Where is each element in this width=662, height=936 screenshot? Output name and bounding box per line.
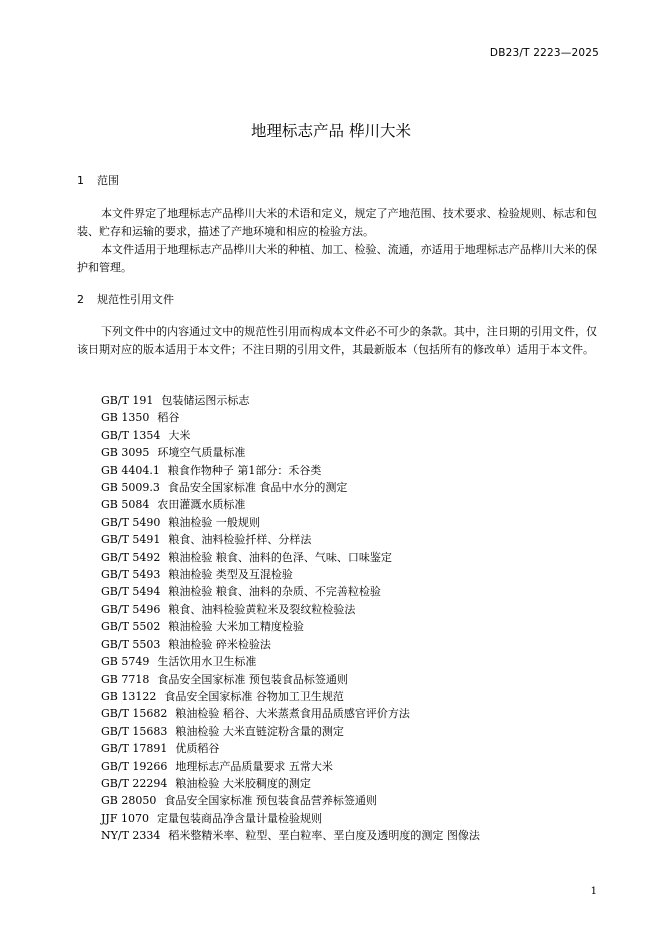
reference-title: 大米	[168, 428, 191, 442]
reference-title: 食品安全国家标准 预包装食品标签通则	[157, 672, 348, 686]
reference-code: GB 4404.1	[101, 463, 160, 477]
reference-item	[101, 671, 480, 688]
reference-title: 地理标志产品质量要求 五常大米	[175, 759, 333, 773]
reference-code: GB 1350	[101, 411, 150, 425]
reference-title: 食品安全国家标准 食品中水分的测定	[167, 481, 348, 495]
reference-item	[101, 409, 480, 426]
page-number: 1	[590, 886, 597, 897]
reference-item	[101, 496, 480, 513]
reference-code: GB 5084	[101, 498, 150, 512]
reference-code: NY/T 2334	[101, 829, 161, 843]
reference-code: GB/T 5493	[101, 568, 161, 582]
reference-item	[101, 688, 480, 705]
section-2-heading	[77, 291, 174, 307]
reference-item	[101, 566, 480, 583]
reference-item	[101, 792, 480, 809]
normative-references-list	[101, 392, 480, 845]
reference-code: GB/T 15682	[101, 707, 168, 721]
reference-title: 食品安全国家标准 预包装食品营养标签通则	[164, 794, 377, 808]
reference-code: GB/T 5494	[101, 585, 161, 599]
reference-title: 粮油检验 大米胶稠度的测定	[175, 776, 311, 790]
reference-code: GB/T 1354	[101, 428, 161, 442]
reference-title: 粮食、油料检验扦样、分样法	[168, 533, 312, 547]
reference-code: GB/T 5492	[101, 550, 161, 564]
section-2-number: 2	[77, 293, 84, 306]
reference-title: 农田灌溉水质标准	[157, 498, 246, 512]
reference-item	[101, 427, 480, 444]
reference-item	[101, 653, 480, 670]
reference-item	[101, 531, 480, 548]
reference-code: GB/T 5496	[101, 602, 161, 616]
reference-title: 定量包装商品净含量计量检验规则	[156, 811, 322, 825]
reference-title: 食品安全国家标准 谷物加工卫生规范	[164, 689, 344, 703]
reference-code: GB/T 5503	[101, 637, 161, 651]
document-code: DB23/T 2223—2025	[489, 47, 599, 59]
reference-code: GB 3095	[101, 446, 150, 460]
reference-item	[101, 444, 480, 461]
reference-code: GB/T 5490	[101, 515, 161, 529]
reference-item	[101, 514, 480, 531]
section-1-paragraph-2: 本文件适用于地理标志产品桦川大米的种植、加工、检验、流通，亦适用于地理标志产品桦川大米的保护和管理。	[77, 243, 597, 274]
document-title: 地理标志产品 桦川大米	[251, 122, 411, 140]
reference-title: 粮食、油料检验黄粒米及裂纹粒检验法	[168, 602, 356, 616]
reference-item	[101, 618, 480, 635]
reference-item	[101, 462, 480, 479]
reference-code: GB/T 19266	[101, 759, 168, 773]
reference-item	[101, 723, 480, 740]
reference-code: GB/T 17891	[101, 742, 168, 756]
reference-item	[101, 740, 480, 757]
reference-title: 稻谷	[157, 411, 180, 425]
reference-title: 粮油检验 类型及互混检验	[168, 568, 293, 582]
reference-code: GB 5009.3	[101, 481, 160, 495]
reference-item	[101, 705, 480, 722]
reference-title: 粮油检验 大米加工精度检验	[168, 620, 304, 634]
reference-title: 包装储运图示标志	[161, 394, 250, 407]
reference-title: 优质稻谷	[175, 742, 220, 756]
section-2-title: 规范性引用文件	[97, 293, 174, 306]
reference-code: GB/T 5491	[101, 533, 161, 547]
section-2-paragraph-1: 下列文件中的内容通过文中的规范性引用而构成本文件必不可少的条款。其中，注日期的引用文件，仅该日期对应的版本适用于本文件；不注日期的引用文件，其最新版本（包括所有的修改单）适用于本文件。	[77, 325, 597, 356]
reference-title: 粮油检验 稻谷、大米蒸煮食用品质感官评价方法	[175, 707, 410, 721]
reference-code: GB/T 191	[101, 394, 154, 407]
section-1-title: 范围	[97, 174, 119, 187]
reference-title: 粮油检验 碎米检验法	[168, 637, 271, 651]
reference-item	[101, 479, 480, 496]
reference-item	[101, 636, 480, 653]
reference-code: JJF 1070	[101, 811, 149, 825]
reference-title: 环境空气质量标准	[157, 446, 246, 460]
reference-code: GB/T 22294	[101, 776, 168, 790]
section-1-heading	[77, 172, 119, 188]
reference-code: GB/T 5502	[101, 620, 161, 634]
reference-title: 粮食作物种子 第1部分：禾谷类	[167, 463, 322, 477]
reference-title: 粮油检验 一般规则	[168, 515, 260, 529]
reference-code: GB 5749	[101, 655, 150, 669]
reference-title: 粮油检验 大米直链淀粉含量的测定	[175, 724, 344, 738]
reference-title: 粮油检验 粮食、油料的色泽、气味、口味鉴定	[168, 550, 392, 564]
reference-item	[101, 827, 480, 844]
section-1-number: 1	[77, 174, 84, 187]
reference-item	[101, 775, 480, 792]
reference-item	[101, 549, 480, 566]
reference-item	[101, 601, 480, 618]
reference-item	[101, 392, 480, 409]
reference-title: 稻米整精米率、粒型、垩白粒率、垩白度及透明度的测定 图像法	[168, 829, 480, 843]
reference-item	[101, 758, 480, 775]
reference-item	[101, 810, 480, 827]
reference-item	[101, 583, 480, 600]
reference-code: GB 7718	[101, 672, 150, 686]
reference-code: GB 13122	[101, 689, 157, 703]
reference-code: GB/T 15683	[101, 724, 168, 738]
section-1-paragraph-1: 本文件界定了地理标志产品桦川大米的术语和定义，规定了产地范围、技术要求、检验规则、标志和包装、贮存和运输的要求，描述了产地环境和相应的检验方法。	[77, 207, 597, 238]
reference-title: 生活饮用水卫生标准	[157, 655, 257, 669]
reference-title: 粮油检验 粮食、油料的杂质、不完善粒检验	[168, 585, 381, 599]
reference-code: GB 28050	[101, 794, 157, 808]
